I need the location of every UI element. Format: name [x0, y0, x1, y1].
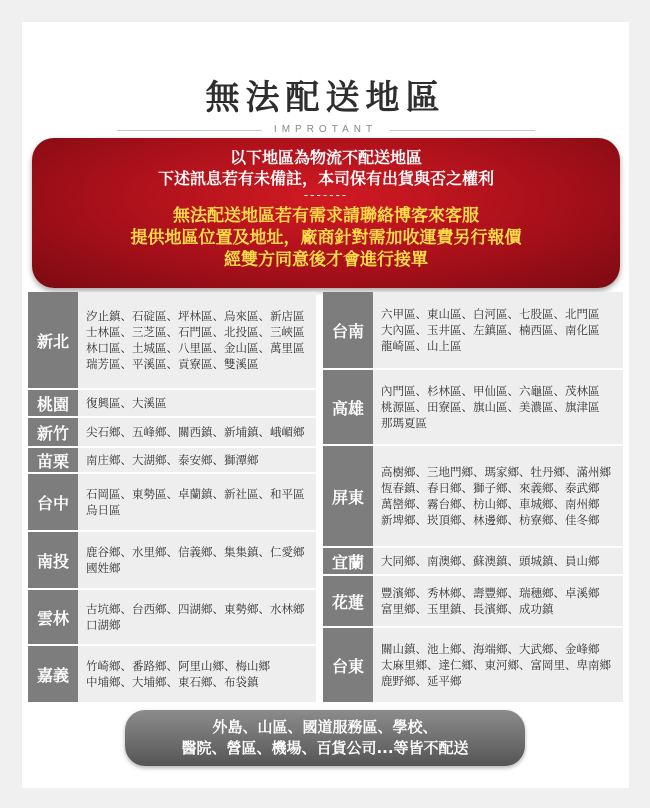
area-line: 中埔鄉、大埔鄉、東石鄉、布袋鎮 [86, 675, 259, 689]
area-line: 那瑪夏區 [381, 416, 427, 430]
region-name: 新北 [28, 292, 78, 388]
page-title: 無法配送地區 [205, 78, 446, 118]
region-name: 新竹 [28, 418, 78, 446]
area-line: 恆春鎮、春日鄉、獅子鄉、來義鄉、泰武鄉 [381, 481, 600, 495]
footer-line-1: 外島、山區、國道服務區、學校、 [212, 718, 438, 736]
notice-line-2: 下述訊息若有未備註，本司保有出貨與否之權利 [157, 169, 494, 188]
region-name: 苗栗 [28, 448, 78, 472]
area-line: 烏日區 [86, 503, 121, 517]
area-line: 六甲區、東山區、白河區、七股區、北門區 [381, 307, 600, 321]
region-areas [78, 448, 316, 472]
area-line: 豐濱鄉、秀林鄉、壽豐鄉、瑞穗鄉、卓溪鄉 [381, 586, 600, 600]
area-line: 內門區、杉林區、甲仙區、六龜區、茂林區 [381, 384, 600, 398]
region-areas [78, 532, 316, 588]
region-row [28, 418, 316, 446]
area-line: 萬巒鄉、霧台鄉、枋山鄉、車城鄉、南州鄉 [381, 497, 600, 511]
area-line: 龍崎區、山上區 [381, 339, 462, 353]
area-line: 尖石鄉、五峰鄉、關西鎮、新埔鎮、峨嵋鄉 [86, 425, 305, 439]
region-row [323, 370, 623, 444]
region-areas [373, 576, 623, 626]
page-subtitle: IMPROTANT [273, 124, 378, 135]
region-name: 屏東 [323, 446, 373, 546]
notice-line-5: 經雙方同意後才會進行接單 [224, 250, 428, 270]
region-row [28, 590, 316, 644]
region-row [323, 576, 623, 626]
area-line: 士林區、三芝區、石門區、北投區、三峽區 [86, 325, 305, 339]
region-areas [78, 292, 316, 388]
region-areas [78, 390, 316, 416]
region-row [323, 292, 623, 368]
region-name: 雲林 [28, 590, 78, 644]
region-row [28, 390, 316, 416]
region-name: 台中 [28, 474, 78, 530]
region-areas [78, 418, 316, 446]
notice-card [22, 22, 629, 788]
region-row [28, 448, 316, 472]
area-line: 復興區、大溪區 [86, 396, 167, 410]
region-row [323, 628, 623, 702]
area-line: 大同鄉、南澳鄉、蘇澳鎮、頭城鎮、員山鄉 [381, 554, 600, 568]
region-areas [373, 370, 623, 444]
region-name: 嘉義 [28, 646, 78, 702]
region-name: 台南 [323, 292, 373, 368]
area-line: 石岡區、東勢區、卓蘭鎮、新社區、和平區 [86, 487, 305, 501]
area-line: 古坑鄉、台西鄉、四湖鄉、東勢鄉、水林鄉 [86, 602, 305, 616]
region-areas [78, 646, 316, 702]
area-line: 鹿野鄉、延平鄉 [381, 674, 462, 688]
notice-line-4: 提供地區位置及地址，廠商針對需加收運費另行報價 [130, 228, 522, 248]
region-areas [373, 446, 623, 546]
region-name: 花蓮 [323, 576, 373, 626]
region-row [323, 548, 623, 574]
region-row [28, 474, 316, 530]
region-name: 高雄 [323, 370, 373, 444]
region-row [323, 446, 623, 546]
area-line: 國姓鄉 [86, 561, 121, 575]
area-line: 南庄鄉、大湖鄉、泰安鄉、獅潭鄉 [86, 453, 259, 467]
footer-line-2: 醫院、營區、機場、百貨公司...等皆不配送 [181, 739, 469, 757]
area-line: 新埤鄉、崁頂鄉、林邊鄉、枋寮鄉、佳冬鄉 [381, 513, 600, 527]
notice-separator: ------- [303, 188, 349, 202]
region-areas [78, 474, 316, 530]
notice-line-3: 無法配送地區若有需求請聯絡博客來客服 [173, 206, 479, 226]
region-areas [373, 548, 623, 574]
area-line: 高樹鄉、三地門鄉、瑪家鄉、牡丹鄉、滿州鄉 [381, 465, 611, 479]
area-line: 鹿谷鄉、水里鄉、信義鄉、集集鎮、仁愛鄉 [86, 545, 305, 559]
region-row [28, 532, 316, 588]
area-line: 關山鎮、池上鄉、海端鄉、大武鄉、金峰鄉 [381, 642, 600, 656]
area-line: 大內區、玉井區、左鎮區、楠西區、南化區 [381, 323, 600, 337]
area-line: 口湖鄉 [86, 618, 121, 632]
area-line: 林口區、土城區、八里區、金山區、萬里區 [86, 341, 305, 355]
region-areas [373, 628, 623, 702]
area-line: 竹崎鄉、番路鄉、阿里山鄉、梅山鄉 [86, 659, 270, 673]
area-line: 汐止鎮、石碇區、坪林區、烏來區、新店區 [86, 309, 305, 323]
region-areas [373, 292, 623, 368]
region-row [28, 292, 316, 388]
area-line: 太麻里鄉、達仁鄉、東河鄉、富岡里、卑南鄉 [381, 658, 611, 672]
region-name: 宜蘭 [323, 548, 373, 574]
notice-banner [32, 138, 620, 288]
region-name: 南投 [28, 532, 78, 588]
subtitle-rule-right [390, 130, 535, 131]
area-line: 桃源區、田寮區、旗山區、美濃區、旗津區 [381, 400, 600, 414]
area-line: 富里鄉、玉里鎮、長濱鄉、成功鎮 [381, 602, 554, 616]
footer-notice [125, 710, 525, 766]
region-name: 台東 [323, 628, 373, 702]
region-row [28, 646, 316, 702]
region-areas [78, 590, 316, 644]
notice-line-1: 以下地區為物流不配送地區 [229, 148, 422, 167]
region-name: 桃園 [28, 390, 78, 416]
area-line: 瑞芳區、平溪區、貢寮區、雙溪區 [86, 357, 259, 371]
